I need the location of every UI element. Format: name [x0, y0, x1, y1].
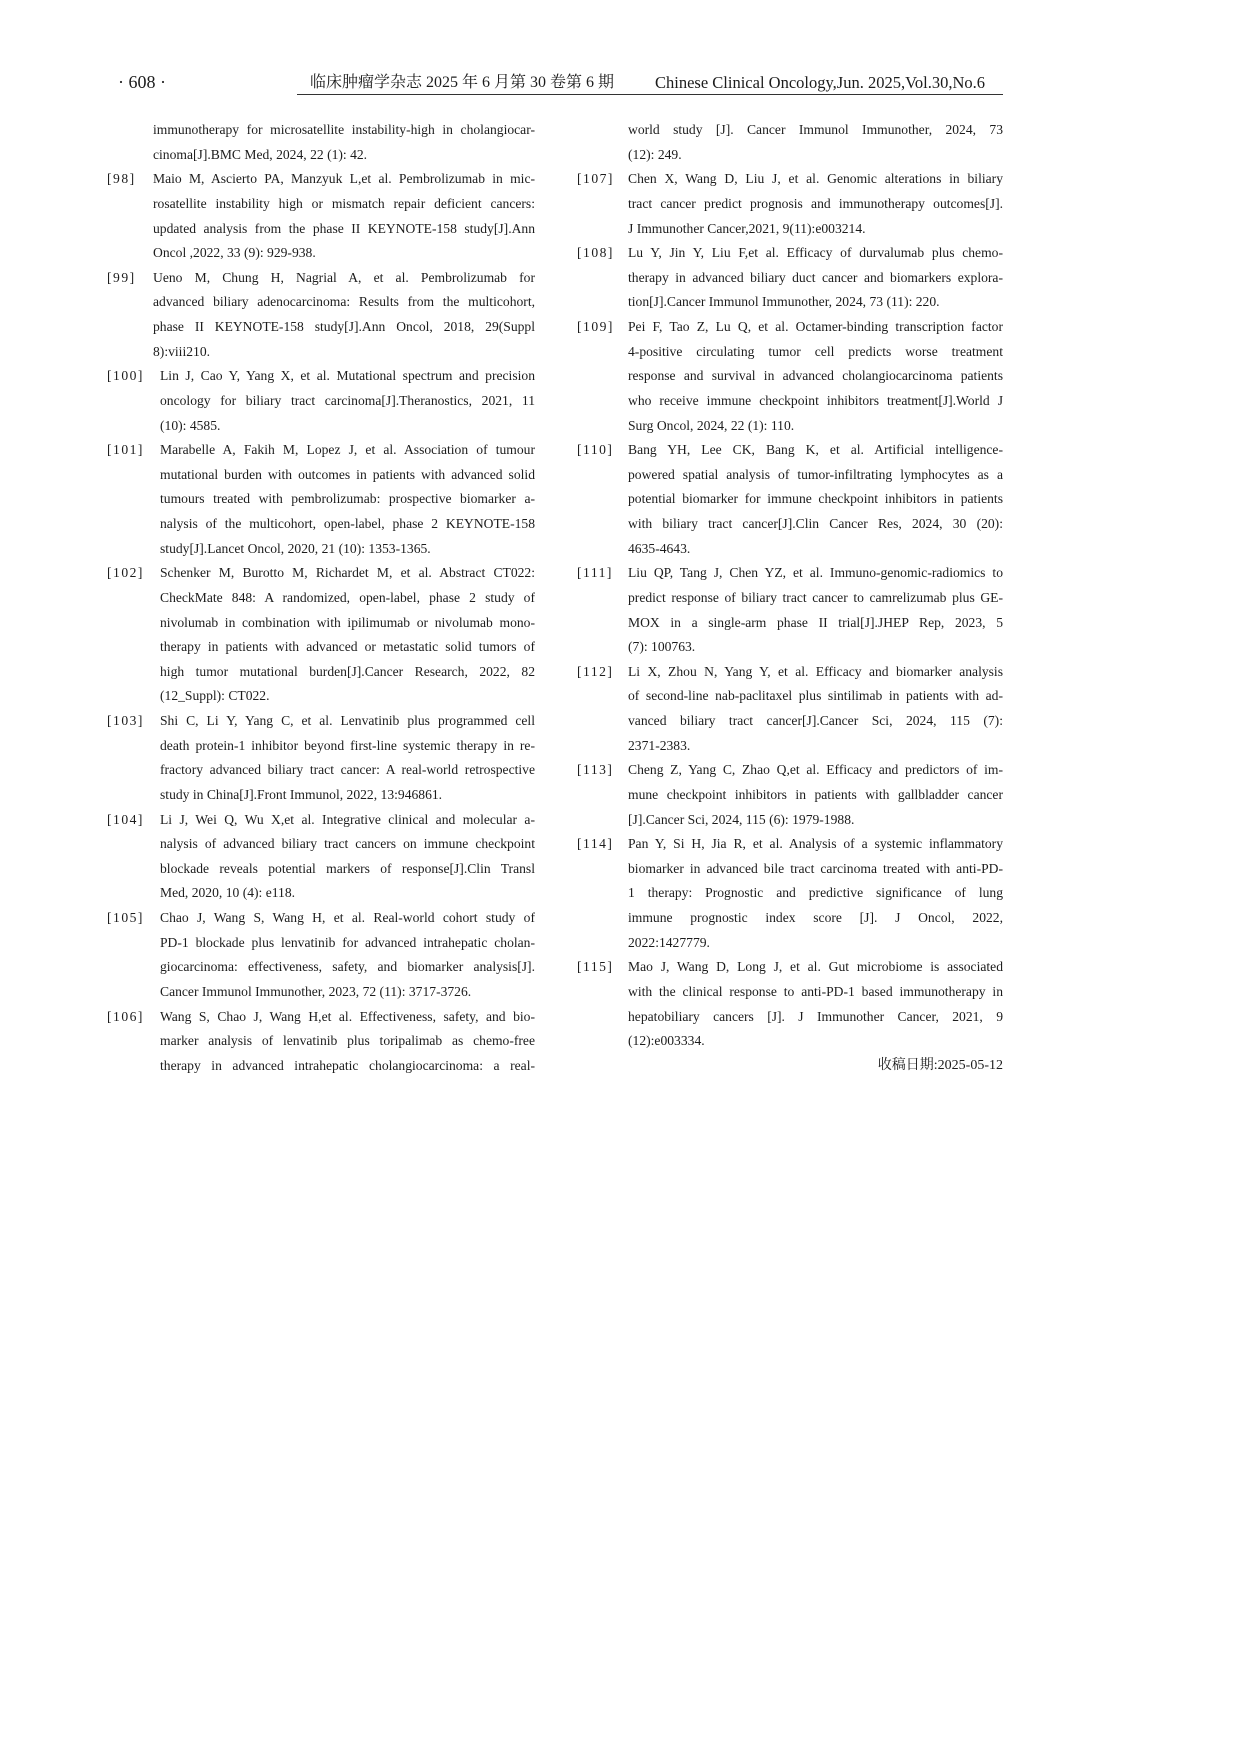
header-rule [297, 94, 1003, 95]
reference-line: Wang S, Chao J, Wang H,et al. Effectiveness, safety, and bio- [160, 1008, 535, 1024]
reference-line: advanced biliary adenocarcinoma: Results from the multicohort, [153, 294, 535, 310]
reference-line: predict response of biliary tract cancer to camrelizumab plus GE- [628, 589, 1003, 605]
reference-line: high tumor mutational burden[J].Cancer Research, 2022, 82 [160, 663, 535, 679]
reference-line: oncology for biliary tract carcinoma[J].Theranostics, 2021, 11 [160, 392, 535, 408]
reference-line: mutational burden with outcomes in patients with advanced solid [160, 466, 535, 482]
reference-text [628, 561, 1003, 660]
reference-line: Pan Y, Si H, Jia R, et al. Analysis of a systemic inflammatory [628, 836, 1003, 852]
reference-line: Schenker M, Burotto M, Richardet M, et al. Abstract CT022: [160, 565, 535, 581]
reference-text [160, 1005, 535, 1079]
reference-line: Mao J, Wang D, Long J, et al. Gut microbiome is associated [628, 959, 1003, 975]
reference-number: [115] [577, 959, 614, 975]
reference-line: (12_Suppl): CT022. [160, 688, 270, 704]
journal-title-en: Chinese Clinical Oncology,Jun. 2025,Vol.30,No.6 [655, 73, 985, 92]
reference-line: Bang YH, Lee CK, Bang K, et al. Artificial intelligence- [628, 442, 1003, 458]
reference-line: Oncol ,2022, 33 (9): 929-938. [153, 245, 316, 261]
reference-number: [112] [577, 663, 614, 679]
reference-line: therapy in patients with advanced or metastatic solid tumors of [160, 639, 535, 655]
reference-line: tumours treated with pembrolizumab: prospective biomarker a- [160, 491, 535, 507]
reference-line: fractory advanced biliary tract cancer: A real-world retrospective [160, 762, 535, 778]
reference-entry [577, 167, 1003, 241]
reference-line: biomarker in advanced bile tract carcinoma treated with anti-PD- [628, 860, 1003, 876]
reference-entry [107, 561, 535, 709]
reference-text [628, 167, 1003, 241]
reference-line: with biliary tract cancer[J].Clin Cancer Res, 2024, 30 (20): [628, 516, 1003, 531]
reference-text [628, 832, 1003, 955]
reference-line: J Immunother Cancer,2021, 9(11):e003214. [628, 220, 866, 236]
reference-line: Pei F, Tao Z, Lu Q, et al. Octamer-binding transcription factor [628, 319, 1003, 334]
reference-line: powered spatial analysis of tumor-infiltrating lymphocytes as a [628, 466, 1003, 482]
reference-line: marker analysis of lenvatinib plus toripalimab as chemo-free [160, 1033, 535, 1049]
reference-text [628, 241, 1003, 315]
reference-line: 2022:1427779. [628, 934, 710, 950]
reference-line: nalysis of the multicohort, open-label, phase 2 KEYNOTE-158 [160, 516, 535, 531]
reference-line: potential biomarker for immune checkpoint inhibitors in patients [628, 491, 1003, 507]
reference-line: Chao J, Wang S, Wang H, et al. Real-world cohort study of [160, 910, 535, 925]
left-column-references [107, 118, 535, 1078]
reference-entry [577, 955, 1003, 1054]
reference-text [628, 118, 1003, 167]
page-number: · 608 · [118, 72, 166, 92]
reference-number: [114] [577, 836, 614, 852]
reference-number: [98] [107, 171, 136, 187]
reference-text [628, 660, 1003, 759]
reference-line: giocarcinoma: effectiveness, safety, and biomarker analysis[J]. [160, 959, 535, 975]
reference-line: PD-1 blockade plus lenvatinib for advanced intrahepatic cholan- [160, 934, 535, 950]
reference-text [628, 758, 1003, 832]
reference-line: therapy in advanced intrahepatic cholangiocarcinoma: a real- [160, 1057, 535, 1073]
reference-number: [106] [107, 1008, 144, 1024]
reference-line: blockade reveals potential markers of response[J].Clin Transl [160, 860, 535, 876]
reference-line: Li J, Wei Q, Wu X,et al. Integrative clinical and molecular a- [160, 811, 535, 827]
reference-number: [107] [577, 171, 614, 187]
reference-line: Med, 2020, 10 (4): e118. [160, 885, 296, 901]
received-date: 收稿日期:2025-05-12 [877, 1058, 1003, 1073]
reference-text [628, 315, 1003, 438]
reference-entry [107, 906, 535, 1005]
reference-line: immunotherapy for microsatellite instability-high in cholangiocar- [153, 122, 535, 137]
reference-text [153, 266, 535, 365]
reference-entry [107, 709, 535, 808]
reference-line: Lu Y, Jin Y, Liu F,et al. Efficacy of durvalumab plus chemo- [628, 245, 1003, 261]
reference-text [160, 364, 535, 438]
reference-line: (10): 4585. [160, 417, 221, 433]
reference-line: mune checkpoint inhibitors in patients with gallbladder cancer [628, 786, 1003, 802]
reference-line: MOX in a single-arm phase II trial[J].JHEP Rep, 2023, 5 [628, 614, 1003, 630]
reference-line: Li X, Zhou N, Yang Y, et al. Efficacy and biomarker analysis [628, 663, 1003, 679]
reference-number: [102] [107, 565, 144, 581]
reference-line: study in China[J].Front Immunol, 2022, 13:946861. [160, 786, 443, 802]
reference-line: Ueno M, Chung H, Nagrial A, et al. Pembrolizumab for [153, 269, 535, 285]
reference-line: world study [J]. Cancer Immunol Immunother, 2024, 73 [628, 122, 1003, 137]
reference-number: [108] [577, 245, 614, 261]
reference-number: [104] [107, 811, 144, 827]
reference-line: Surg Oncol, 2024, 22 (1): 110. [628, 417, 795, 433]
reference-entry [107, 167, 535, 266]
reference-text [153, 167, 535, 266]
reference-line: 8):viii210. [153, 343, 211, 359]
reference-entry [577, 315, 1003, 438]
continued-reference [107, 118, 535, 167]
reference-number: [111] [577, 565, 613, 581]
reference-line: study[J].Lancet Oncol, 2020, 21 (10): 1353-1365. [160, 540, 431, 556]
reference-text [628, 438, 1003, 561]
reference-line: 2371-2383. [628, 737, 691, 753]
right-column-references [577, 118, 1003, 1054]
reference-entry [107, 364, 535, 438]
reference-line: Cancer Immunol Immunother, 2023, 72 (11): 3717-3726. [160, 983, 472, 999]
reference-line: [J].Cancer Sci, 2024, 115 (6): 1979-1988. [628, 811, 855, 827]
reference-line: hepatobiliary cancers [J]. J Immunother Cancer, 2021, 9 [628, 1008, 1003, 1024]
reference-number: [99] [107, 269, 136, 285]
reference-text [628, 955, 1003, 1054]
reference-line: 4635-4643. [628, 540, 691, 556]
reference-line: 1 therapy: Prognostic and predictive significance of lung [628, 885, 1003, 901]
reference-number: [110] [577, 442, 614, 458]
reference-line: Chen X, Wang D, Liu J, et al. Genomic alterations in biliary [628, 171, 1003, 187]
reference-line: of second-line nab-paclitaxel plus sintilimab in patients with ad- [628, 688, 1003, 704]
reference-entry [107, 438, 535, 561]
reference-line: Shi C, Li Y, Yang C, et al. Lenvatinib plus programmed cell [160, 713, 535, 728]
reference-entry [107, 1005, 535, 1079]
reference-number: [101] [107, 442, 144, 458]
reference-line: Lin J, Cao Y, Yang X, et al. Mutational spectrum and precision [160, 368, 535, 384]
reference-text [160, 709, 535, 808]
reference-number: [100] [107, 368, 144, 384]
reference-line: response and survival in advanced cholangiocarcinoma patients [628, 368, 1003, 384]
reference-text [160, 561, 535, 709]
reference-line: death protein-1 inhibitor beyond first-line systemic therapy in re- [160, 737, 535, 753]
reference-line: updated analysis from the phase II KEYNOTE-158 study[J].Ann [153, 220, 535, 236]
reference-line: who receive immune checkpoint inhibitors treatment[J].World J [628, 392, 1003, 408]
reference-entry [577, 241, 1003, 315]
reference-entry [577, 561, 1003, 660]
reference-entry [107, 266, 535, 365]
reference-number: [103] [107, 713, 144, 728]
reference-line: Cheng Z, Yang C, Zhao Q,et al. Efficacy and predictors of im- [628, 762, 1003, 778]
reference-line: vanced biliary tract cancer[J].Cancer Sci, 2024, 115 (7): [628, 713, 1003, 728]
reference-text [160, 906, 535, 1005]
reference-line: nivolumab in combination with ipilimumab or nivolumab mono- [160, 614, 535, 630]
reference-line: rosatellite instability high or mismatch repair deficient cancers: [153, 195, 535, 211]
reference-line: 4-positive circulating tumor cell predicts worse treatment [628, 343, 1003, 359]
reference-line: CheckMate 848: A randomized, open-label, phase 2 study of [160, 589, 535, 605]
reference-number: [109] [577, 319, 614, 334]
reference-line: (12): 249. [628, 146, 682, 162]
reference-line: Liu QP, Tang J, Chen YZ, et al. Immuno-genomic-radiomics to [628, 565, 1003, 581]
reference-line: (7): 100763. [628, 639, 696, 655]
reference-line: (12):e003334. [628, 1033, 705, 1049]
reference-text [160, 438, 535, 561]
reference-entry [577, 660, 1003, 759]
reference-line: with the clinical response to anti-PD-1 based immunotherapy in [628, 983, 1003, 999]
journal-title-cn: 临床肿瘤学杂志 2025 年 6 月第 30 卷第 6 期 [310, 74, 615, 91]
reference-line: cinoma[J].BMC Med, 2024, 22 (1): 42. [153, 146, 368, 162]
reference-line: nalysis of advanced biliary tract cancers on immune checkpoint [160, 836, 535, 852]
reference-line: phase II KEYNOTE-158 study[J].Ann Oncol, 2018, 29(Suppl [153, 319, 535, 334]
reference-text [160, 808, 535, 907]
reference-line: immune prognostic index score [J]. J Oncol, 2022, [628, 910, 1003, 925]
reference-line: Marabelle A, Fakih M, Lopez J, et al. Association of tumour [160, 442, 535, 458]
reference-entry [577, 758, 1003, 832]
reference-entry [107, 808, 535, 907]
reference-line: tract cancer predict prognosis and immunotherapy outcomes[J]. [628, 195, 1003, 211]
continued-reference [577, 118, 1003, 167]
reference-entry [577, 438, 1003, 561]
reference-text [153, 118, 535, 167]
reference-number: [113] [577, 762, 614, 778]
reference-number: [105] [107, 910, 144, 925]
reference-line: Maio M, Ascierto PA, Manzyuk L,et al. Pembrolizumab in mic- [153, 171, 535, 187]
reference-line: tion[J].Cancer Immunol Immunother, 2024, 73 (11): 220. [628, 294, 940, 310]
reference-line: therapy in advanced biliary duct cancer and biomarkers explora- [628, 269, 1003, 285]
reference-entry [577, 832, 1003, 955]
